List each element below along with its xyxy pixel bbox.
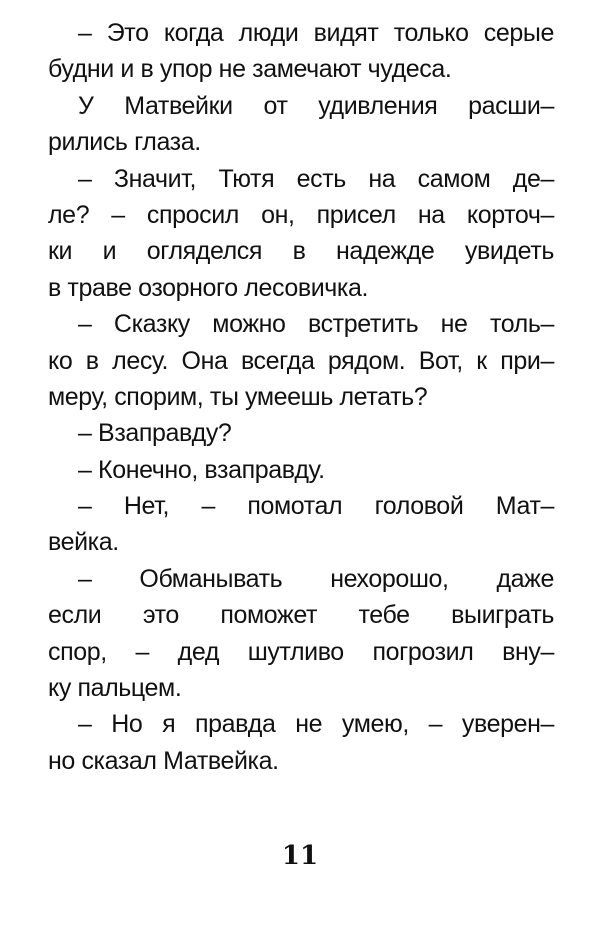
text-line: ку пальцем. [48, 674, 182, 703]
text-line: но сказал Матвейка. [48, 746, 279, 775]
body-text [48, 15, 554, 779]
page-number: 11 [281, 841, 319, 871]
text-line: рились глаза. [48, 128, 201, 157]
text-line: – Взаправду? [78, 419, 232, 448]
text-line: – Сказку можно встретить не толь– [78, 310, 554, 339]
text-line: спор, – дед шутливо погрозил вну– [48, 637, 554, 666]
text-line: – Но я правда не умею, – уверен– [78, 710, 554, 739]
text-line: ко в лесу. Она всегда рядом. Вот, к при– [48, 346, 554, 375]
text-line: если это поможет тебе выиграть [48, 601, 554, 630]
text-line: меру, спорим, ты умеешь летать? [48, 382, 428, 411]
text-line: ки и огляделся в надежде увидеть [48, 237, 554, 266]
text-line: – Обманывать нехорошо, даже [78, 564, 554, 593]
text-line: в траве озорного лесовичка. [48, 273, 369, 302]
text-line: – Это когда люди видят только серые [78, 19, 554, 47]
text-line: – Значит, Тютя есть на самом де– [78, 164, 554, 193]
text-line: будни и в упор не замечают чудеса. [48, 55, 452, 84]
text-line: У Матвейки от удивления расши– [78, 91, 554, 120]
text-line: – Нет, – помотал головой Мат– [78, 492, 554, 521]
text-line: – Конечно, взаправду. [78, 455, 325, 484]
text-line: ле? – спросил он, присел на корточ– [48, 200, 554, 229]
text-line: вейка. [48, 528, 119, 557]
